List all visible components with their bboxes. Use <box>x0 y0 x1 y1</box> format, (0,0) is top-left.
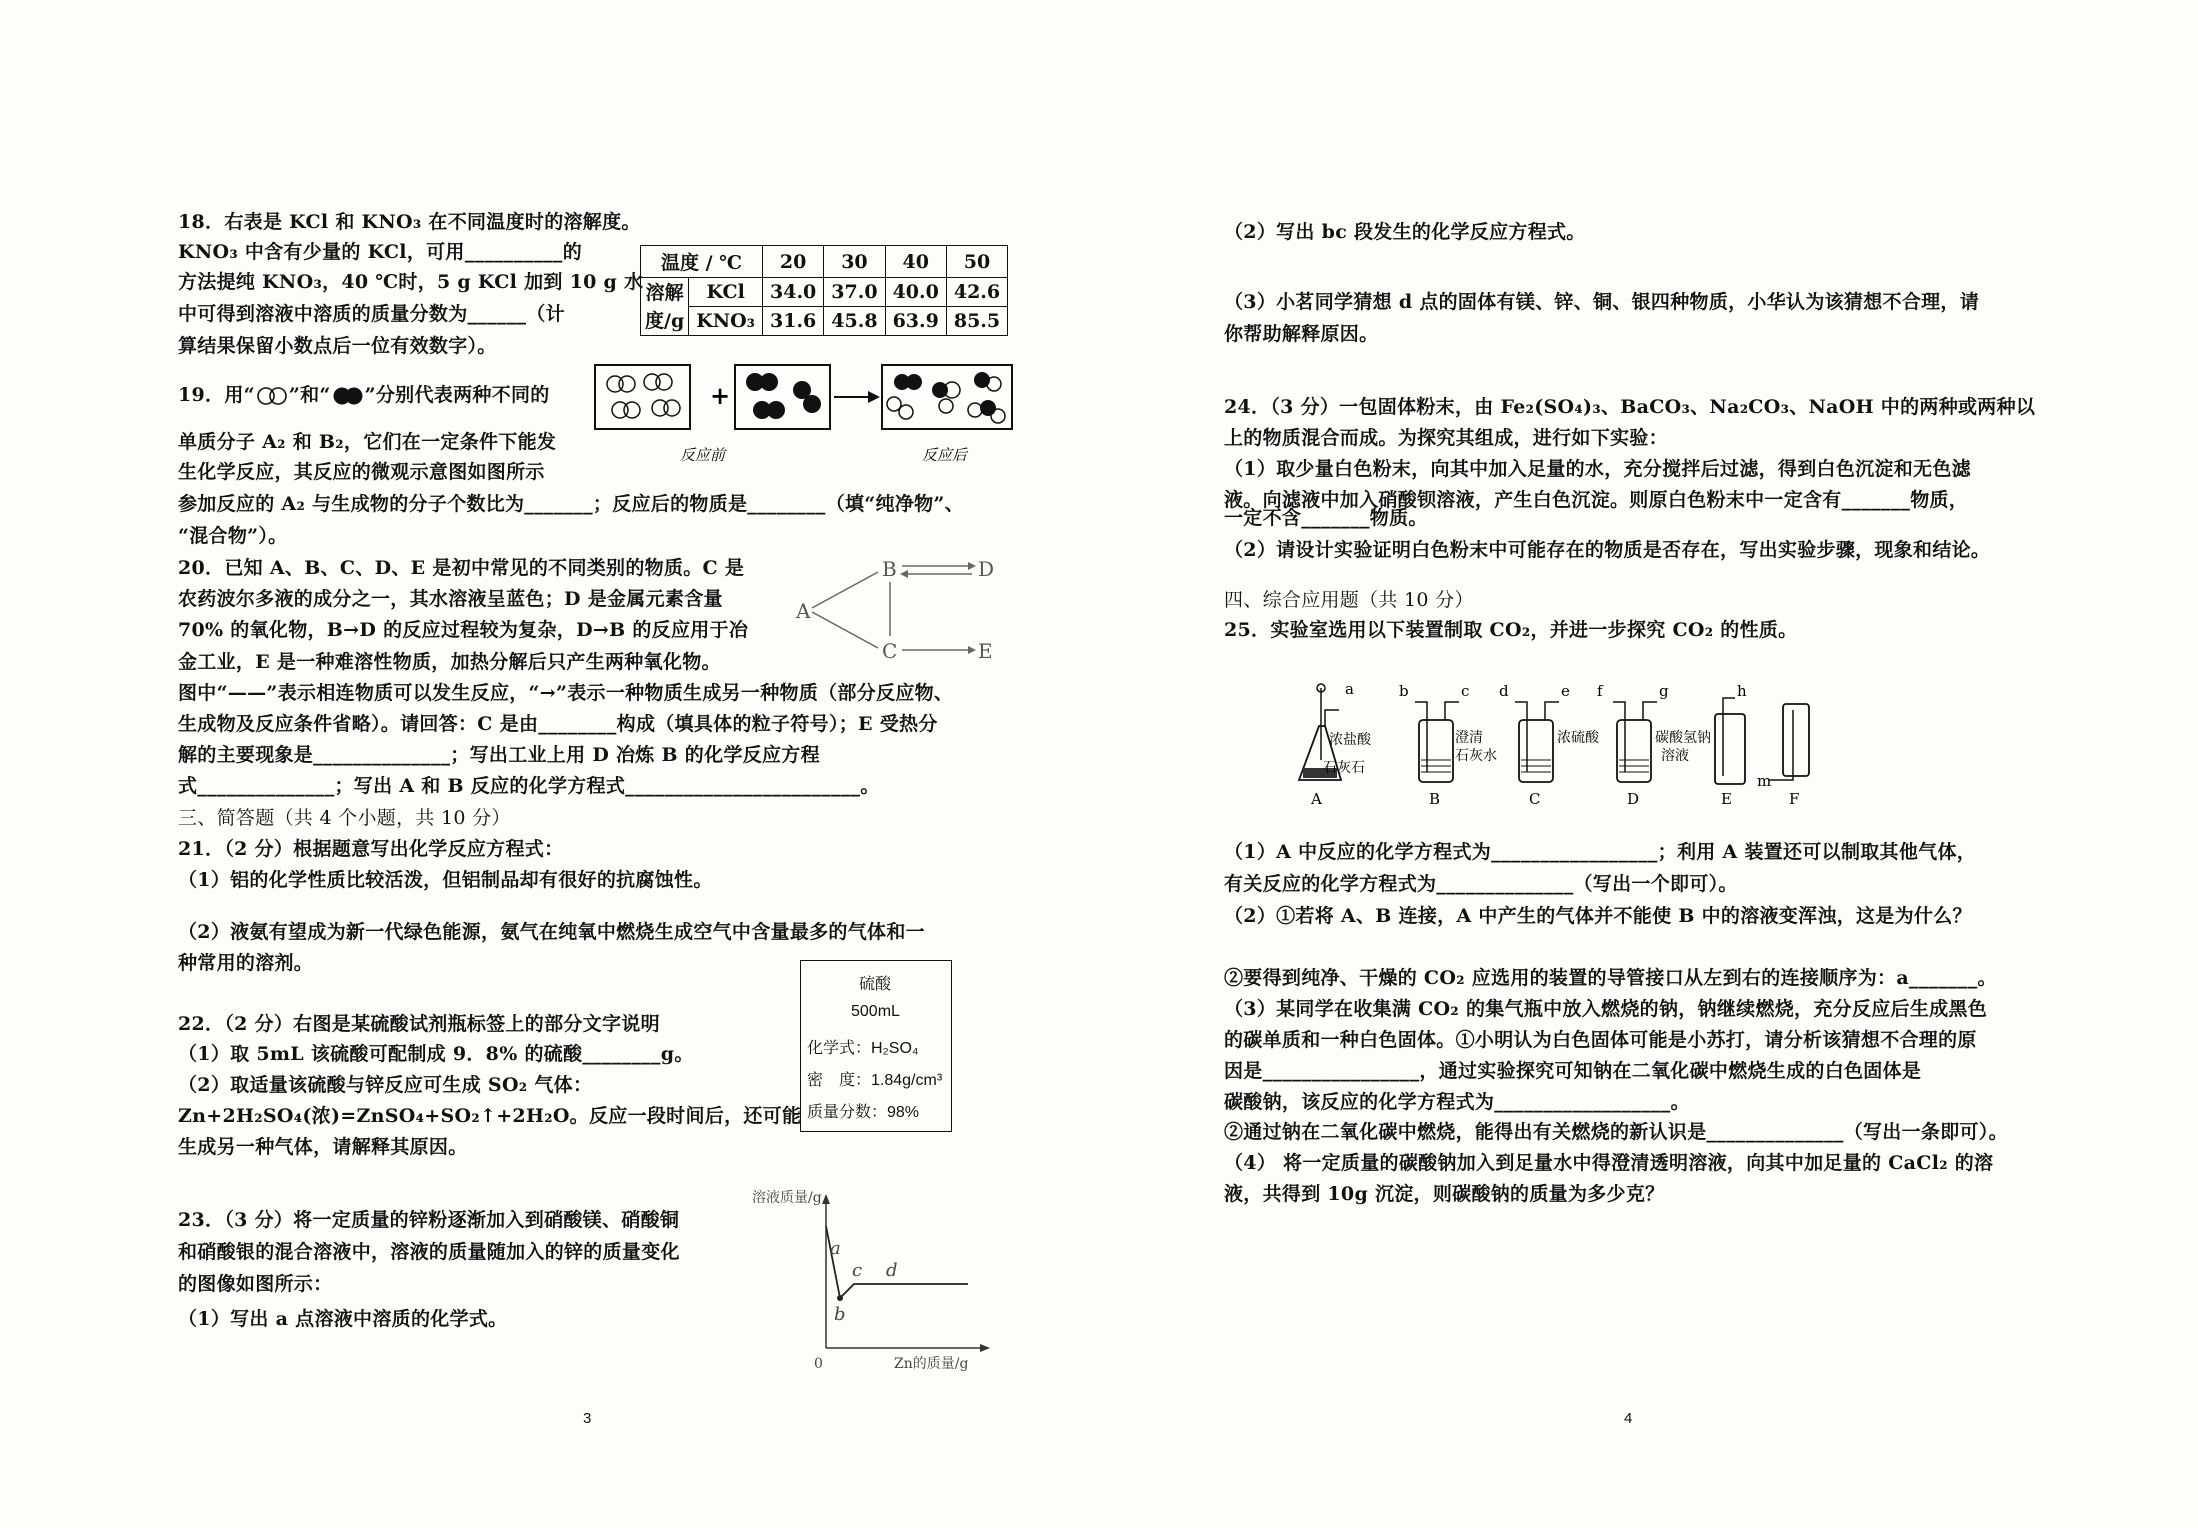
name-d: D <box>1627 790 1640 808</box>
x-axis-label: Zn的质量/g <box>894 1356 969 1372</box>
section4-heading: 四、综合应用题（共 10 分） <box>1224 589 1474 611</box>
q21-line2: （1）铝的化学性质比较活泼，但铝制品却有很好的抗腐蚀性。 <box>178 869 713 891</box>
q25-line10: ②通过钠在二氧化碳中燃烧，能得出有关燃烧的新认识是______________（写出一条即可）。 <box>1224 1121 2008 1143</box>
acid-label-fraction: 质量分数：98% <box>807 1104 920 1121</box>
table-cell: 37.0 <box>824 278 885 307</box>
q19-line1: 19．用“ ”和“ ”分别代表两种不同的 <box>178 384 550 406</box>
plus-sign: + <box>710 381 731 410</box>
port-h: h <box>1737 682 1747 700</box>
svg-text:溶液: 溶液 <box>1661 748 1689 764</box>
port-c: c <box>1461 682 1470 700</box>
acid-label-density: 密 度：1.84g/cm³ <box>807 1072 943 1089</box>
port-g: g <box>1659 682 1669 700</box>
point-b: b <box>834 1304 846 1325</box>
white-molecule-icon <box>255 386 289 406</box>
q25-line7: 的碳单质和一种白色固体。①小明认为白色固体可能是小苏打，请分析该猜想不合理的原 <box>1224 1029 1977 1051</box>
point-d: d <box>886 1260 898 1281</box>
table-cell: 42.6 <box>946 278 1007 307</box>
q18-line2: KNO₃ 中含有少量的 KCl，可用__________的 <box>178 241 583 263</box>
q23-line4: （1）写出 a 点溶液中溶质的化学式。 <box>178 1308 508 1330</box>
q20-line7: 解的主要现象是______________；写出工业上用 D 冶炼 B 的化学反应方程 <box>178 744 820 766</box>
q24-line4: 液。向滤液中加入硝酸钡溶液，产生白色沉淀。则原白色粉末中一定含有_______物质， <box>1224 489 1969 511</box>
right-page <box>1099 0 2198 1528</box>
table-header-cell: 20 <box>763 246 824 278</box>
table-header-cell: 50 <box>946 246 1007 278</box>
node-c: C <box>882 639 898 663</box>
svg-text:澄清: 澄清 <box>1455 730 1483 746</box>
q18-line3: 方法提纯 KNO₃，40 ℃时，5 g KCl 加到 10 g 水 <box>178 271 644 293</box>
q25-line1: 25．实验室选用以下装置制取 CO₂，并进一步探究 CO₂ 的性质。 <box>1224 619 1798 641</box>
q20-line5: 图中“——”表示相连物质可以发生反应，“→”表示一种物质生成另一种物质（部分反应物、 <box>178 682 954 704</box>
table-cell: KNO₃ <box>689 307 763 336</box>
apparatus-d <box>1597 682 1711 808</box>
name-c: C <box>1529 790 1541 808</box>
mass-graph <box>748 1180 1008 1380</box>
table-cell: KCl <box>689 278 763 307</box>
q22-line4: Zn+2H₂SO₄(浓)=ZnSO₄+SO₂↑+2H₂O。反应一段时间后，还可能 <box>178 1105 802 1127</box>
table-cell: 45.8 <box>824 307 885 336</box>
relation-diagram <box>790 556 1020 671</box>
q22-line2: （1）取 5mL 该硫酸可配制成 9．8% 的硫酸________g。 <box>178 1043 694 1065</box>
node-d: D <box>978 557 995 581</box>
point-c: c <box>852 1260 863 1281</box>
q20-line4: 金工业，E 是一种难溶性物质，加热分解后只产生两种氧化物。 <box>178 651 721 673</box>
q25-line4: （2）①若将 A、B 连接，A 中产生的气体并不能使 B 中的溶液变浑浊，这是为什么？ <box>1224 905 1972 927</box>
q23-line5: （2）写出 bc 段发生的化学反应方程式。 <box>1224 221 1586 243</box>
q19-line4: 参加反应的 A₂ 与生成物的分子个数比为_______；反应后的物质是________（填“纯净物”、 <box>178 493 964 515</box>
q22-line3: （2）取适量该硫酸与锌反应可生成 SO₂ 气体： <box>178 1074 593 1096</box>
port-d: d <box>1499 682 1509 700</box>
point-a: a <box>830 1238 841 1259</box>
svg-text:石灰水: 石灰水 <box>1455 748 1497 764</box>
table-cell: 31.6 <box>763 307 824 336</box>
before-box-black <box>735 365 830 429</box>
q25-line11: （4） 将一定质量的碳酸钠加入到足量水中得澄清透明溶液，向其中加足量的 CaCl₂ 的溶 <box>1224 1152 1994 1174</box>
reaction-arrowhead <box>868 391 880 403</box>
table-header-cell: 30 <box>824 246 885 278</box>
name-f: F <box>1789 790 1800 808</box>
q25-line2: （1）A 中反应的化学方程式为_________________；利用 A 装置还可以制取其他气体， <box>1224 841 1977 863</box>
q24-line5: 一定不含_______物质。 <box>1224 507 1428 529</box>
q19-line2: 单质分子 A₂ 和 B₂，它们在一定条件下能发 <box>178 431 557 453</box>
q24-line2: 上的物质混合而成。为探究其组成，进行如下实验： <box>1224 427 1668 449</box>
port-m: m <box>1757 772 1772 790</box>
q18-line4: 中可得到溶液中溶质的质量分数为______（计 <box>178 303 565 325</box>
apparatus-a <box>1299 680 1372 808</box>
table-row <box>641 278 1008 307</box>
q20-line3: 70% 的氧化物，B→D 的反应过程较为复杂，D→B 的反应用于冶 <box>178 619 749 641</box>
svg-text:浓盐酸: 浓盐酸 <box>1329 732 1371 748</box>
before-box-white <box>595 365 690 429</box>
after-box <box>882 365 1012 429</box>
page-number-left: 3 <box>583 1410 592 1427</box>
q25-line12: 液，共得到 10g 沉淀，则碳酸钠的质量为多少克？ <box>1224 1183 1665 1205</box>
q23-line2: 和硝酸银的混合溶液中，溶液的质量随加入的锌的质量变化 <box>178 1241 680 1263</box>
q20-line2: 农药波尔多液的成分之一，其水溶液呈蓝色；D 是金属元素含量 <box>178 588 723 610</box>
black-molecule-icon <box>331 386 365 406</box>
q23-line1: 23．（3 分）将一定质量的锌粉逐渐加入到硝酸镁、硝酸铜 <box>178 1209 680 1231</box>
port-a: a <box>1345 680 1354 698</box>
apparatus-diagram <box>1259 680 1819 820</box>
q25-line5: ②要得到纯净、干燥的 CO₂ 应选用的装置的导管接口从左到右的连接顺序为：a_______。 <box>1224 967 1997 989</box>
acid-label-name: 硫酸 <box>859 976 892 993</box>
q19-line5: “混合物”）。 <box>178 525 288 547</box>
apparatus-c <box>1499 682 1600 808</box>
apparatus-b <box>1399 682 1497 808</box>
y-axis-label: 溶液质量/g <box>752 1190 822 1206</box>
q21-line1: 21．（2 分）根据题意写出化学反应方程式： <box>178 838 564 860</box>
acid-label-formula: 化学式：H₂SO₄ <box>807 1040 919 1057</box>
svg-text:碳酸氢钠: 碳酸氢钠 <box>1655 730 1711 746</box>
name-b: B <box>1429 790 1441 808</box>
table-cell: 63.9 <box>885 307 946 336</box>
table-row-label: 溶解 度/g <box>641 278 689 336</box>
q20-line8: 式______________；写出 A 和 B 反应的化学方程式________________________。 <box>178 775 880 797</box>
name-e: E <box>1721 790 1732 808</box>
table-cell: 40.0 <box>885 278 946 307</box>
label-before: 反应前 <box>680 446 726 464</box>
acid-label-volume: 500mL <box>851 1003 900 1020</box>
q23-line6: （3）小茗同学猜想 d 点的固体有镁、锌、铜、银四种物质，小华认为该猜想不合理，请 <box>1224 291 1980 313</box>
q25-line3: 有关反应的化学方程式为______________（写出一个即可）。 <box>1224 873 1738 895</box>
q25-line8: 因是________________，通过实验探究可知钠在二氧化碳中燃烧生成的白色固体是 <box>1224 1060 1922 1082</box>
table-cell: 34.0 <box>763 278 824 307</box>
port-b: b <box>1399 682 1409 700</box>
node-e: E <box>978 639 993 663</box>
q24-line3: （1）取少量白色粉末，向其中加入足量的水，充分搅拌后过滤，得到白色沉淀和无色滤 <box>1224 458 1971 480</box>
q24-line1: 24．（3 分）一包固体粉末，由 Fe₂(SO₄)₃、BaCO₃、Na₂CO₃、NaOH 中的两种或两种以 <box>1224 396 2036 418</box>
port-e: e <box>1561 682 1570 700</box>
apparatus-e <box>1715 682 1747 808</box>
q22-line5: 生成另一种气体，请解释其原因。 <box>178 1136 468 1158</box>
port-f: f <box>1597 682 1603 700</box>
table-header-row <box>641 246 1008 278</box>
solubility-table <box>640 245 1008 336</box>
q18-line5: 算结果保留小数点后一位有效数字）。 <box>178 335 497 357</box>
q18-line1: 18．右表是 KCl 和 KNO₃ 在不同温度时的溶解度。 <box>178 211 641 233</box>
table-header-cell: 40 <box>885 246 946 278</box>
origin-label: 0 <box>814 1356 823 1372</box>
svg-text:石灰石: 石灰石 <box>1323 760 1365 776</box>
q21-line4: 种常用的溶剂。 <box>178 952 314 974</box>
q19-line3: 生化学反应，其反应的微观示意图如图所示 <box>178 461 545 483</box>
q20-line1: 20．已知 A、B、C、D、E 是初中常见的不同类别的物质。C 是 <box>178 557 745 579</box>
node-b: B <box>882 557 897 581</box>
table-header-cell: 温度 / ℃ <box>641 246 763 278</box>
q22-line1: 22．（2 分）右图是某硫酸试剂瓶标签上的部分文字说明 <box>178 1013 660 1035</box>
page-number-right: 4 <box>1624 1410 1633 1427</box>
name-a: A <box>1311 790 1322 808</box>
table-row <box>641 307 1008 336</box>
label-after: 反应后 <box>922 446 968 464</box>
q25-line9: 碳酸钠，该反应的化学方程式为__________________。 <box>1224 1091 1690 1113</box>
q23-line3: 的图像如图所示： <box>178 1273 333 1295</box>
table-cell: 85.5 <box>946 307 1007 336</box>
acid-label <box>800 960 952 1132</box>
q23-line7: 你帮助解释原因。 <box>1224 323 1379 345</box>
node-a: A <box>796 599 811 623</box>
q20-line6: 生成物及反应条件省略）。请回答：C 是由________构成（填具体的粒子符号）；E 受热分 <box>178 713 938 735</box>
q24-line6: （2）请设计实验证明白色粉末中可能存在的物质是否存在，写出实验步骤，现象和结论。 <box>1224 539 1991 561</box>
apparatus-f <box>1757 704 1809 808</box>
reaction-diagram <box>590 360 1020 470</box>
q25-line6: （3）某同学在收集满 CO₂ 的集气瓶中放入燃烧的钠，钠继续燃烧，充分反应后生成黑色 <box>1224 998 1988 1020</box>
section3-heading: 三、简答题（共 4 个小题，共 10 分） <box>178 807 511 829</box>
svg-text:浓硫酸: 浓硫酸 <box>1557 730 1599 746</box>
q21-line3: （2）液氨有望成为新一代绿色能源，氨气在纯氧中燃烧生成空气中含量最多的气体和一 <box>178 921 925 943</box>
